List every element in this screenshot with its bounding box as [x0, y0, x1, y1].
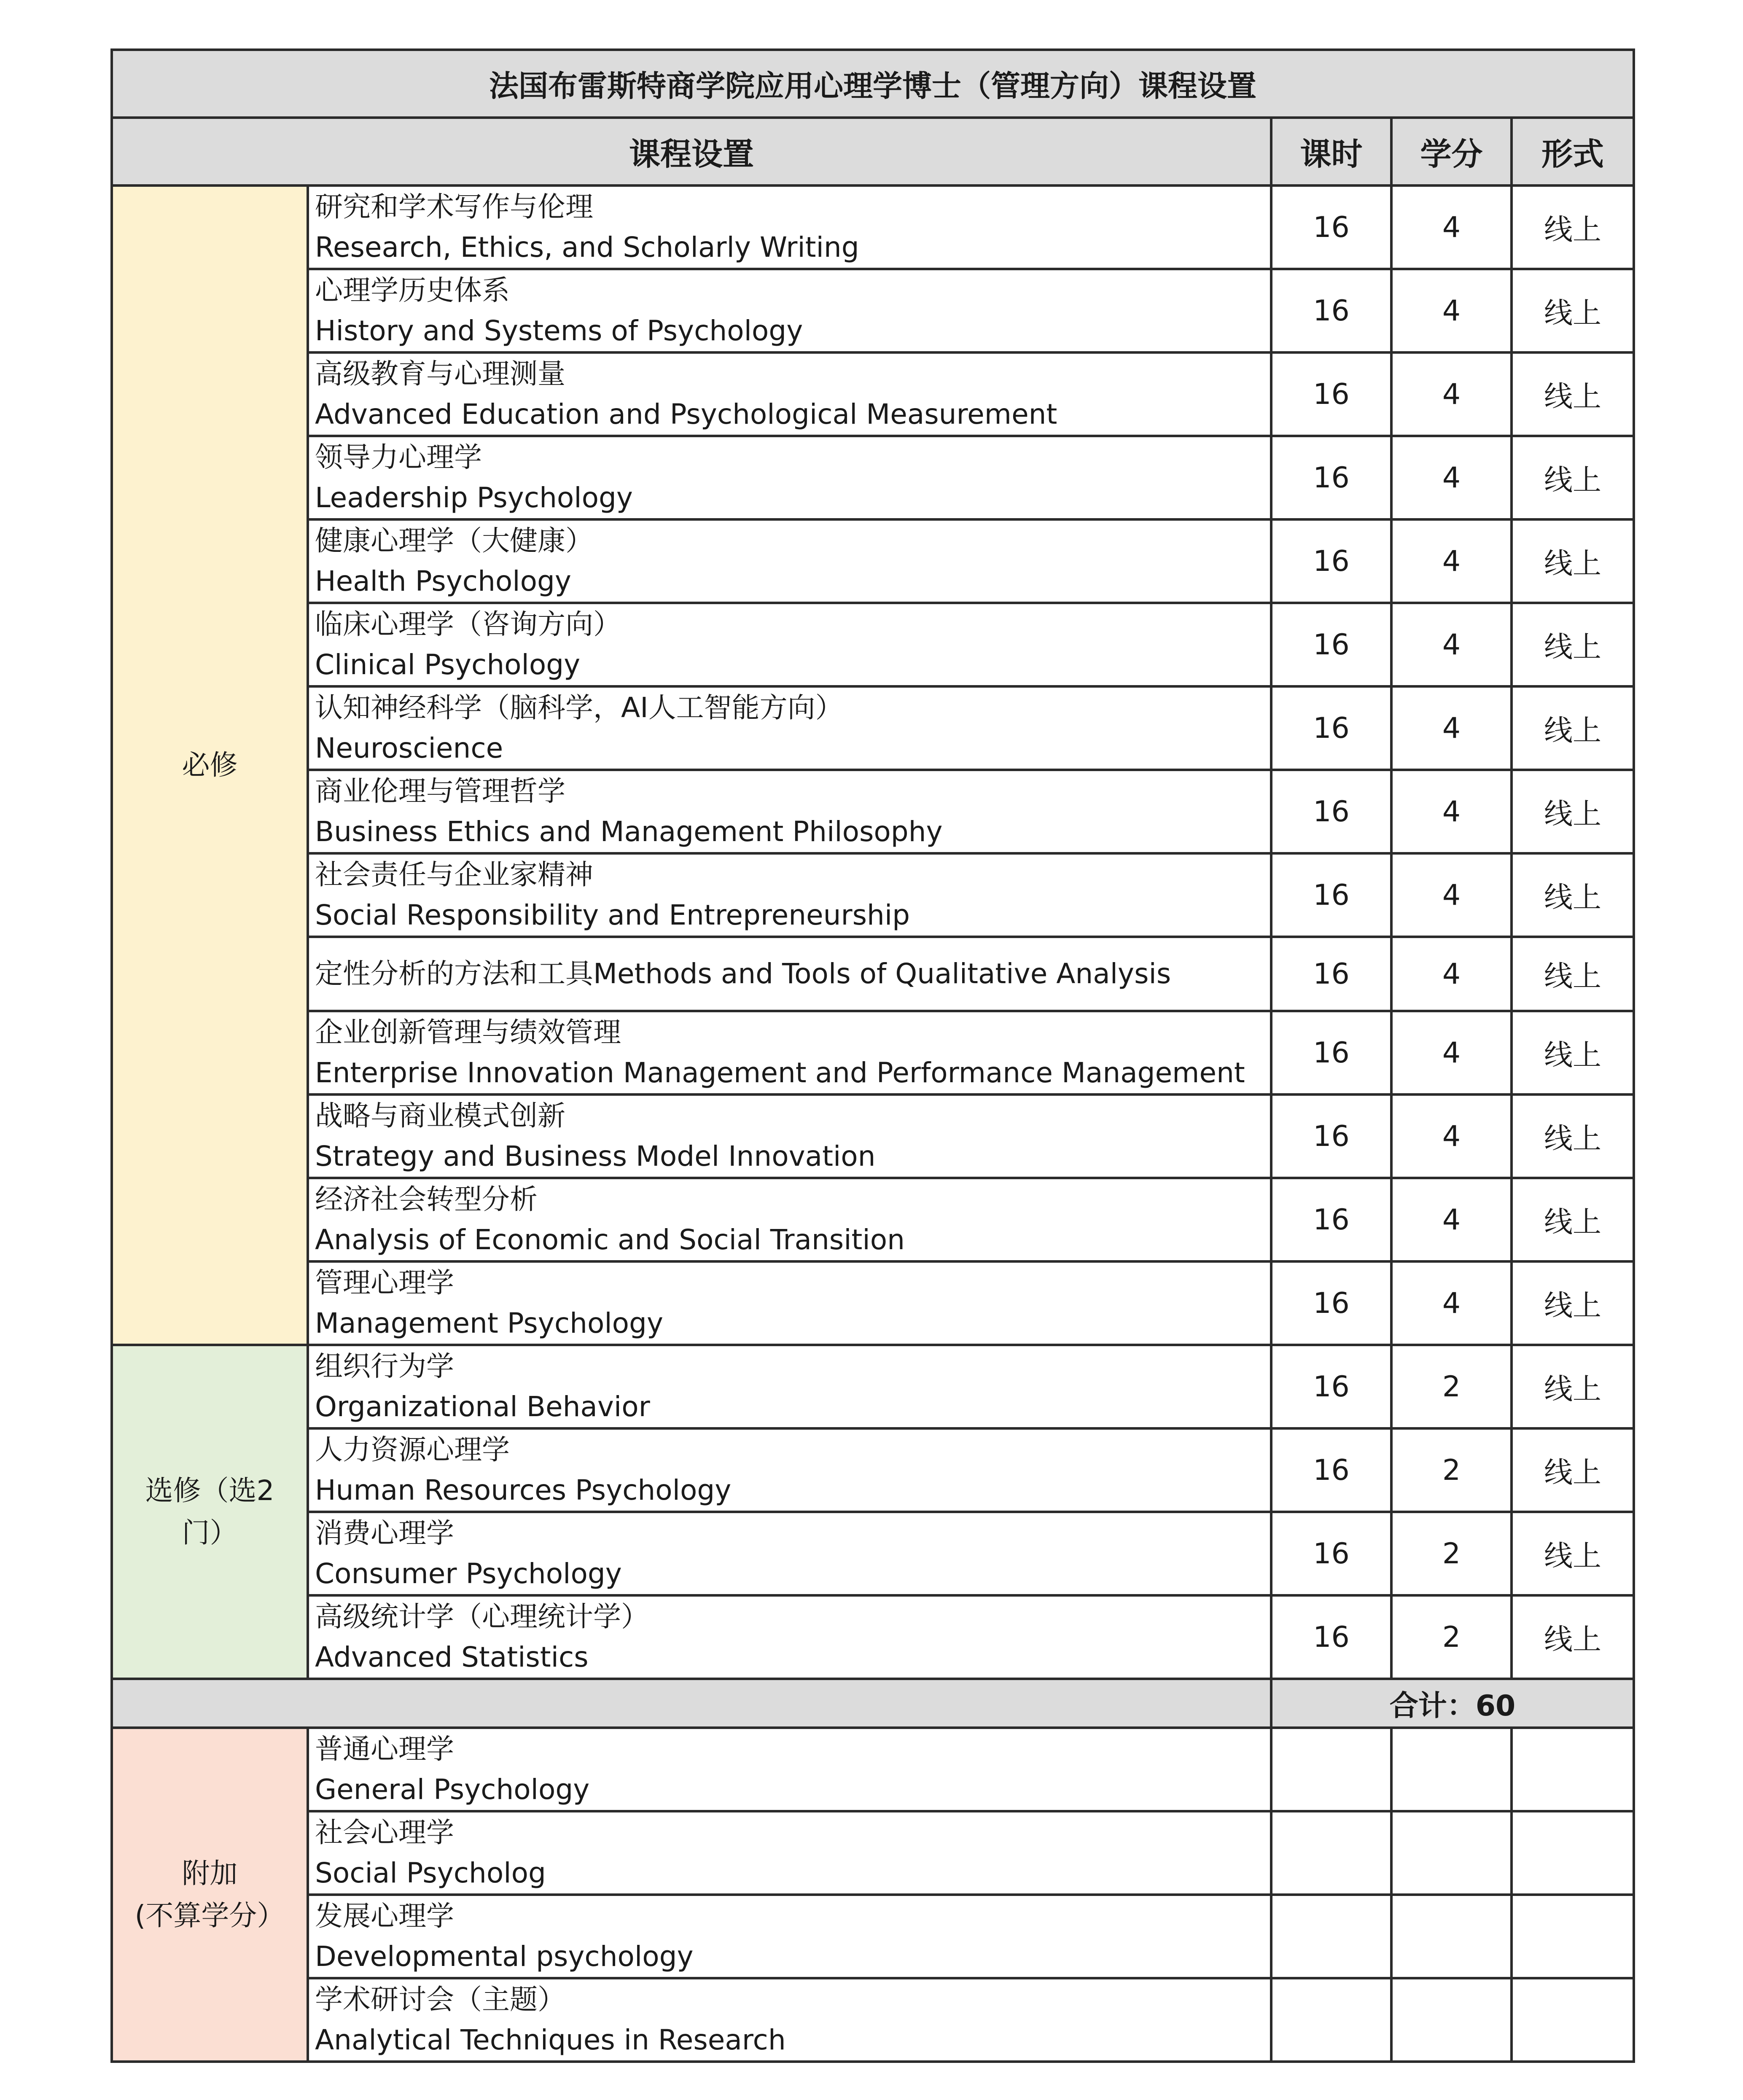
- mode-cell: 线上: [1512, 1094, 1634, 1178]
- course-name-en: Management Psychology: [315, 1307, 663, 1339]
- hours-cell: 16: [1271, 186, 1391, 269]
- hours-cell: 16: [1271, 1011, 1391, 1094]
- mode-cell: [1512, 1728, 1634, 1811]
- category-elective: [112, 1345, 308, 1679]
- mode-cell: 线上: [1512, 1512, 1634, 1595]
- course-name-cell: [308, 1512, 1271, 1595]
- course-name-en: Analysis of Economic and Social Transition: [315, 1223, 905, 1256]
- course-name-zh: 人力资源心理学: [315, 1433, 510, 1466]
- course-name-cell: [308, 853, 1271, 937]
- category-required: [112, 186, 308, 1345]
- hours-cell: 16: [1271, 1178, 1391, 1261]
- course-name-en: Human Resources Psychology: [315, 1474, 732, 1506]
- course-name-cell: [308, 686, 1271, 770]
- hours-cell: 16: [1271, 1261, 1391, 1345]
- table-row: [112, 1011, 1634, 1094]
- course-name-cell: [308, 1261, 1271, 1345]
- hours-cell: 16: [1271, 686, 1391, 770]
- hours-cell: 16: [1271, 1345, 1391, 1428]
- mode-cell: 线上: [1512, 186, 1634, 269]
- hours-cell: [1271, 1978, 1391, 2062]
- category-additional: [112, 1728, 308, 2062]
- mode-cell: [1512, 1811, 1634, 1895]
- category-label: (不算学分）: [134, 1899, 285, 1932]
- course-name-en: Advanced Education and Psychological Measurement: [315, 398, 1057, 430]
- course-name-en: Consumer Psychology: [315, 1557, 622, 1590]
- course-name-en: History and Systems of Psychology: [315, 315, 803, 347]
- course-name-zh: 社会心理学: [315, 1816, 454, 1849]
- mode-cell: 线上: [1512, 770, 1634, 853]
- hours-cell: 16: [1271, 436, 1391, 519]
- hours-cell: 16: [1271, 519, 1391, 603]
- course-name-en: Developmental psychology: [315, 1940, 694, 1973]
- credits-cell: 4: [1391, 937, 1512, 1011]
- course-name-cell: [308, 1811, 1271, 1895]
- mode-cell: 线上: [1512, 1261, 1634, 1345]
- course-name-cell: [308, 1895, 1271, 1978]
- table-title: 法国布雷斯特商学院应用心理学博士（管理方向）课程设置: [112, 50, 1634, 118]
- table-row: [112, 1094, 1634, 1178]
- course-name-zh: 高级统计学（心理统计学）: [315, 1600, 649, 1633]
- course-name-cell: [308, 1345, 1271, 1428]
- mode-cell: 线上: [1512, 937, 1634, 1011]
- mode-cell: 线上: [1512, 603, 1634, 686]
- course-name-cell: [308, 269, 1271, 352]
- table-row: [112, 269, 1634, 352]
- credits-cell: [1391, 1978, 1512, 2062]
- category-label: 必修: [182, 749, 238, 781]
- hours-cell: 16: [1271, 269, 1391, 352]
- credits-cell: 4: [1391, 1011, 1512, 1094]
- hours-cell: 16: [1271, 603, 1391, 686]
- credits-cell: 2: [1391, 1512, 1512, 1595]
- course-name-cell: [308, 1094, 1271, 1178]
- credits-cell: 4: [1391, 770, 1512, 853]
- mode-cell: 线上: [1512, 1595, 1634, 1679]
- title-row: [112, 50, 1634, 118]
- credits-cell: 4: [1391, 1261, 1512, 1345]
- course-name-zh: 研究和学术写作与伦理: [315, 191, 593, 223]
- course-name-cell: [308, 603, 1271, 686]
- table-row: [112, 1261, 1634, 1345]
- header-course: 课程设置: [112, 118, 1271, 186]
- hours-cell: 16: [1271, 853, 1391, 937]
- course-name-cell: [308, 436, 1271, 519]
- course-name-en: Social Psycholog: [315, 1857, 546, 1889]
- table-row: [112, 937, 1634, 1011]
- table-row: [112, 436, 1634, 519]
- course-name-zh: 领导力心理学: [315, 441, 482, 473]
- course-name-cell: [308, 1011, 1271, 1094]
- mode-cell: 线上: [1512, 686, 1634, 770]
- course-name-en: Leadership Psychology: [315, 481, 633, 514]
- table-row: [112, 1512, 1634, 1595]
- course-name-zh: 认知神经科学（脑科学，AI人工智能方向）: [315, 691, 843, 724]
- course-name-zh: 消费心理学: [315, 1517, 454, 1549]
- course-name-cell: [308, 770, 1271, 853]
- table-row: [112, 1428, 1634, 1512]
- total-spacer: [112, 1679, 1271, 1728]
- header-credits: 学分: [1391, 118, 1512, 186]
- header-row: [112, 118, 1634, 186]
- credits-cell: 4: [1391, 436, 1512, 519]
- credits-cell: 4: [1391, 603, 1512, 686]
- course-name-zh: 商业伦理与管理哲学: [315, 775, 565, 807]
- curriculum-table: [110, 48, 1635, 2063]
- table-row: [112, 1178, 1634, 1261]
- mode-cell: [1512, 1895, 1634, 1978]
- hours-cell: 16: [1271, 937, 1391, 1011]
- course-name-zh: 心理学历史体系: [315, 274, 510, 307]
- credits-cell: 4: [1391, 269, 1512, 352]
- course-name-en: Research, Ethics, and Scholarly Writing: [315, 231, 859, 264]
- course-name-en: Strategy and Business Model Innovation: [315, 1140, 876, 1172]
- header-mode: 形式: [1512, 118, 1634, 186]
- hours-cell: 16: [1271, 1094, 1391, 1178]
- credits-cell: 4: [1391, 853, 1512, 937]
- course-name-en: Neuroscience: [315, 732, 503, 764]
- table-row: [112, 1728, 1634, 1811]
- hours-cell: 16: [1271, 770, 1391, 853]
- course-name-cell: [308, 186, 1271, 269]
- hours-cell: [1271, 1811, 1391, 1895]
- mode-cell: 线上: [1512, 1345, 1634, 1428]
- mode-cell: 线上: [1512, 519, 1634, 603]
- course-name-cell: [308, 352, 1271, 436]
- table-row: [112, 519, 1634, 603]
- category-label: 附加: [182, 1857, 238, 1890]
- table-row: [112, 770, 1634, 853]
- course-name-zh: 高级教育与心理测量: [315, 358, 565, 390]
- hours-cell: 16: [1271, 1595, 1391, 1679]
- hours-cell: 16: [1271, 1512, 1391, 1595]
- course-name-zh: 战略与商业模式创新: [315, 1100, 565, 1132]
- course-name-zh: 企业创新管理与绩效管理: [315, 1016, 621, 1049]
- mode-cell: 线上: [1512, 352, 1634, 436]
- credits-cell: [1391, 1895, 1512, 1978]
- credits-cell: 4: [1391, 686, 1512, 770]
- hours-cell: 16: [1271, 352, 1391, 436]
- credits-cell: 2: [1391, 1595, 1512, 1679]
- table-row: [112, 853, 1634, 937]
- course-name-zh: 经济社会转型分析: [315, 1183, 538, 1215]
- table-row: [112, 352, 1634, 436]
- hours-cell: [1271, 1895, 1391, 1978]
- mode-cell: 线上: [1512, 1178, 1634, 1261]
- header-hours: 课时: [1271, 118, 1391, 186]
- course-name-zh: 临床心理学（咨询方向）: [315, 608, 621, 640]
- credits-cell: 4: [1391, 1094, 1512, 1178]
- mode-cell: 线上: [1512, 1011, 1634, 1094]
- course-name-en: Organizational Behavior: [315, 1390, 650, 1423]
- total-row: [112, 1679, 1634, 1728]
- hours-cell: [1271, 1728, 1391, 1811]
- credits-cell: [1391, 1728, 1512, 1811]
- mode-cell: 线上: [1512, 269, 1634, 352]
- credits-cell: 4: [1391, 186, 1512, 269]
- total-credits: 合计：60: [1271, 1679, 1634, 1728]
- course-name-en: General Psychology: [315, 1773, 590, 1806]
- course-name-cell: [308, 1595, 1271, 1679]
- course-name-zh: 学术研讨会（主题）: [315, 1983, 565, 2016]
- course-name-zh: 健康心理学（大健康）: [315, 524, 593, 557]
- course-name-cell: [308, 1728, 1271, 1811]
- course-name-cell: [308, 1978, 1271, 2062]
- course-name-en: Social Responsibility and Entrepreneurship: [315, 899, 910, 931]
- credits-cell: 2: [1391, 1428, 1512, 1512]
- course-name-en: Clinical Psychology: [315, 648, 581, 681]
- credits-cell: 4: [1391, 519, 1512, 603]
- mode-cell: 线上: [1512, 853, 1634, 937]
- course-name-zh: 发展心理学: [315, 1900, 454, 1932]
- mode-cell: 线上: [1512, 436, 1634, 519]
- course-name-en: Advanced Statistics: [315, 1641, 589, 1673]
- table-row: [112, 603, 1634, 686]
- course-name-en: Health Psychology: [315, 565, 571, 597]
- course-name-cell: [308, 1428, 1271, 1512]
- category-label: 选修（选2门）: [145, 1474, 274, 1549]
- table-row: [112, 1345, 1634, 1428]
- course-name-zh: 社会责任与企业家精神: [315, 858, 593, 891]
- table-row: [112, 1978, 1634, 2062]
- course-name-zh: 定性分析的方法和工具Methods and Tools of Qualitative Analysis: [315, 957, 1171, 990]
- course-name-cell: [308, 519, 1271, 603]
- hours-cell: 16: [1271, 1428, 1391, 1512]
- mode-cell: [1512, 1978, 1634, 2062]
- mode-cell: 线上: [1512, 1428, 1634, 1512]
- table-row: [112, 1811, 1634, 1895]
- course-name-en: Business Ethics and Management Philosophy: [315, 815, 943, 848]
- course-name-zh: 组织行为学: [315, 1350, 454, 1382]
- table-row: [112, 1895, 1634, 1978]
- credits-cell: 4: [1391, 352, 1512, 436]
- credits-cell: 4: [1391, 1178, 1512, 1261]
- table-row: [112, 686, 1634, 770]
- course-name-cell: [308, 937, 1271, 1011]
- course-name-zh: 普通心理学: [315, 1733, 454, 1765]
- course-name-cell: [308, 1178, 1271, 1261]
- course-name-zh: 管理心理学: [315, 1266, 454, 1299]
- course-name-en: Analytical Techniques in Research: [315, 2024, 786, 2056]
- credits-cell: 2: [1391, 1345, 1512, 1428]
- table-row: [112, 186, 1634, 269]
- course-name-en: Enterprise Innovation Management and Performance Management: [315, 1057, 1245, 1089]
- credits-cell: [1391, 1811, 1512, 1895]
- table-row: [112, 1595, 1634, 1679]
